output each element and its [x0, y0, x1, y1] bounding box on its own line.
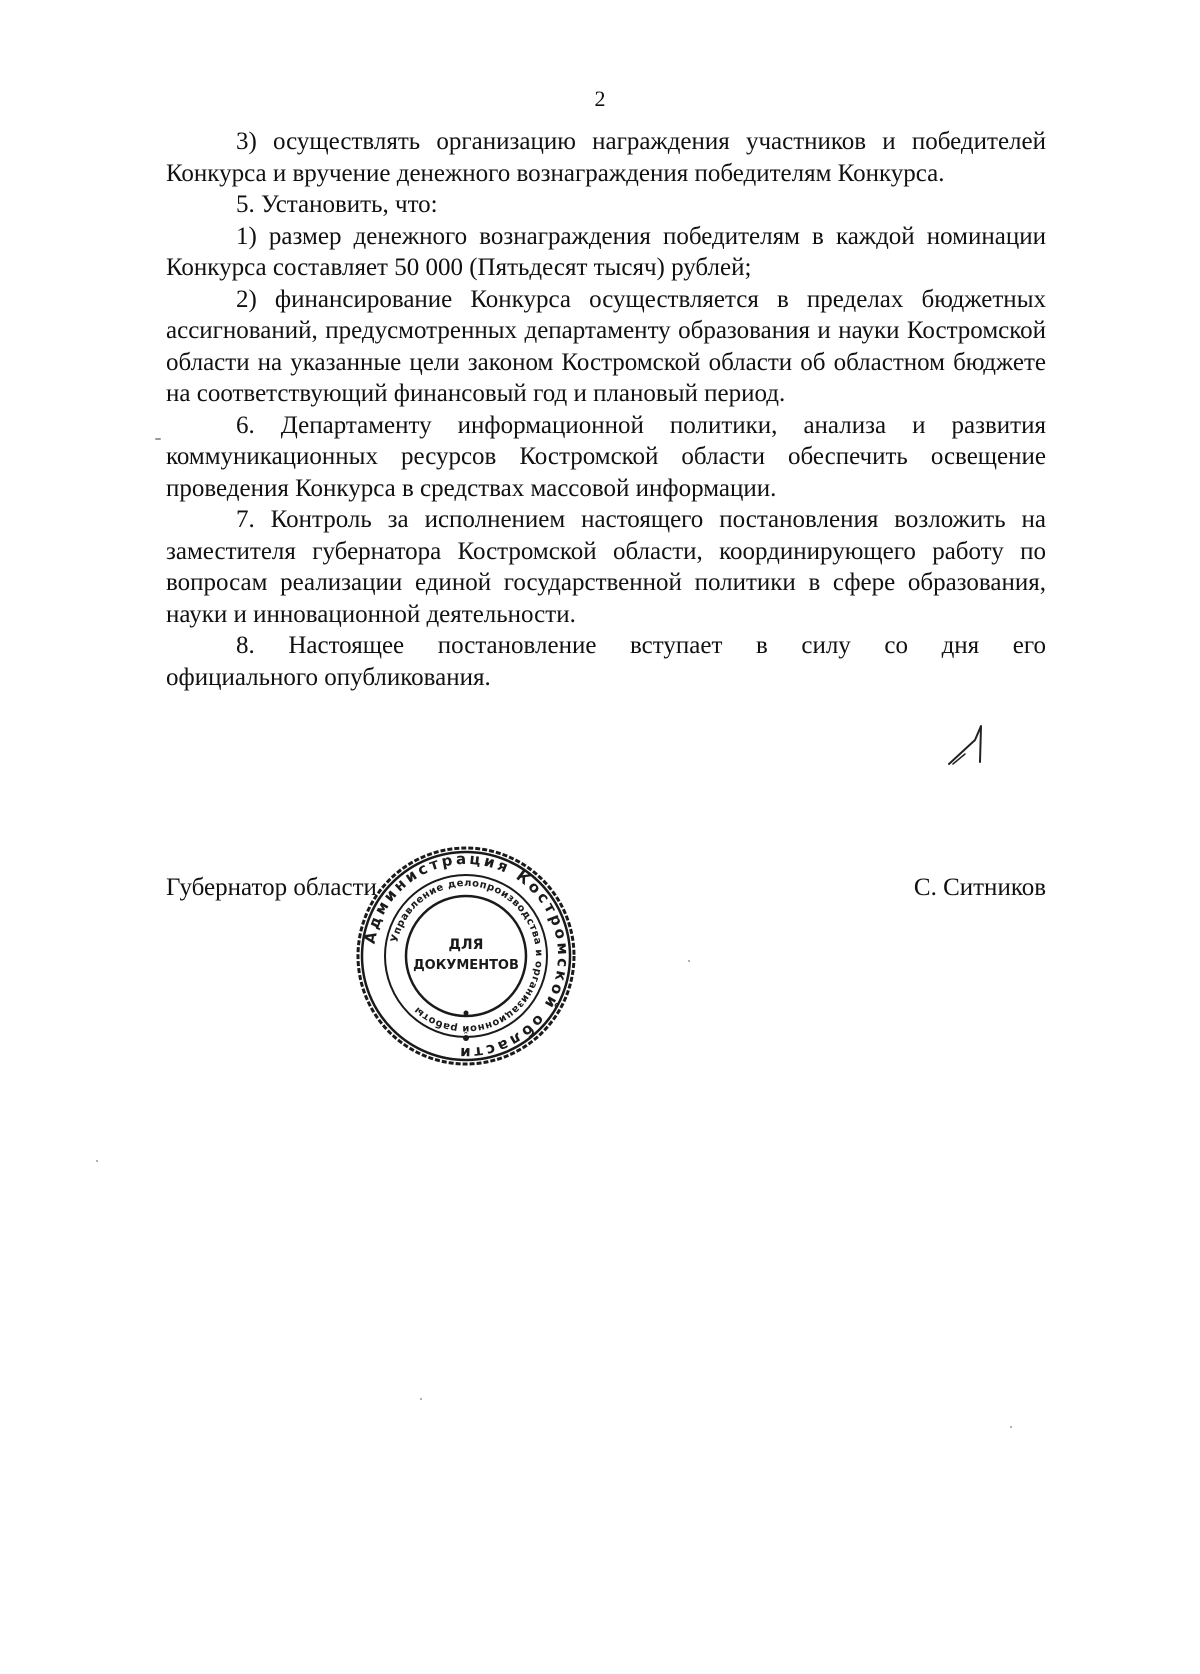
stamp-center-line2: ДОКУМЕНТОВ [413, 958, 519, 973]
scan-speck [155, 438, 161, 440]
signature-name: С. Ситников [913, 874, 1046, 901]
paragraph-8-effective-line2: официального опубликования. [166, 663, 491, 691]
handwritten-initials-mark [945, 720, 995, 768]
scan-speck [420, 1398, 422, 1400]
page-number: 2 [594, 86, 606, 111]
stamp-inner-text: Управление делопроизводства и организационной работы [389, 877, 545, 1035]
stamp-outer-text: Администрация Костромской области [360, 849, 573, 1063]
paragraph-5-2-financing: 2) финансирование Конкурса осуществляется в пределах бюджетных ассигнований, предусмотренных департаменту образования и науки Костромской области на указанные цели законом Костромской области об областном бюджете на соответствующий финансовый год и плановый период. [166, 285, 1046, 407]
paragraph-3-award-organization: 3) осуществлять организацию награждения участников и победителей Конкурса и вручение денежного вознаграждения победителям Конкурса. [166, 128, 1046, 187]
paragraph-5-establish: 5. Установить, что: [236, 191, 438, 218]
paragraph-7-control: 7. Контроль за исполнением настоящего постановления возложить на заместителя губернатора Костромской области, координирующего работу по вопросам реализации единой государственной политики в сфере образования, науки и инновационной деятельности. [166, 506, 1046, 628]
signature-title: Губернатор области [166, 874, 377, 901]
scan-speck [96, 1160, 98, 1162]
stamp-center-line1: ДЛЯ [448, 937, 484, 953]
paragraph-8-effective-line1: 8. Настоящее постановление вступает в силу со дня его [236, 632, 1046, 659]
paragraph-5-1-prize-amount: 1) размер денежного вознаграждения победителям в каждой номинации Конкурса составляет 50 000 (Пятьдесят тысяч) рублей; [166, 222, 1046, 281]
document-body [166, 126, 1046, 693]
svg-text:Управление делопроизводства и [389, 878, 544, 1034]
official-round-stamp [355, 845, 577, 1067]
scan-speck [1010, 1426, 1012, 1428]
scan-speck [688, 960, 690, 962]
paragraph-6-media-coverage: 6. Департаменту информационной политики, анализа и развития коммуникационных ресурсов Костромской области обеспечить освещение проведения Конкурса в средствах массовой информации. [166, 411, 1046, 502]
